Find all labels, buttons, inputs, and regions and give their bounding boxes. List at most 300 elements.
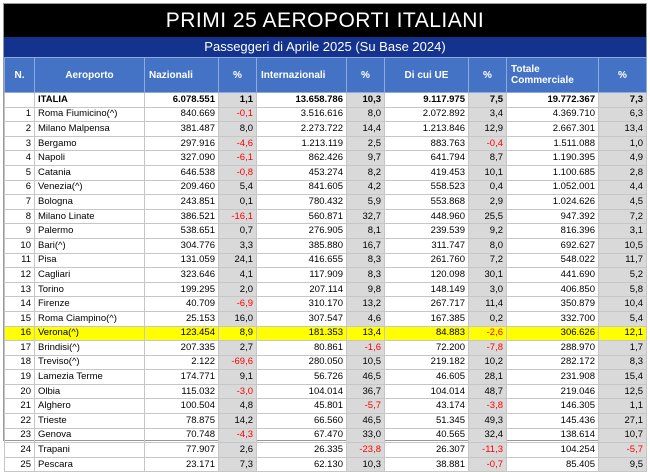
- total-pct-cell: 2,8: [599, 165, 647, 180]
- international-cell: 780.432: [257, 195, 347, 210]
- total-cell: 332.700: [507, 311, 599, 326]
- domestic-cell: 386.521: [145, 209, 219, 224]
- table-row: [5, 370, 647, 385]
- eu-pct-cell: 7,5: [469, 93, 507, 108]
- international-pct-cell: 4,2: [347, 180, 385, 195]
- domestic-cell: 115.032: [145, 384, 219, 399]
- domestic-cell: 78.875: [145, 414, 219, 429]
- international-cell: 280.050: [257, 355, 347, 370]
- domestic-pct-cell: 2,7: [219, 341, 257, 356]
- eu-pct-cell: 32,4: [469, 428, 507, 443]
- total-pct-cell: 10,5: [599, 238, 647, 253]
- domestic-pct-cell: 24,1: [219, 253, 257, 268]
- total-cell: 2.667.301: [507, 122, 599, 137]
- eu-pct-cell: -11,3: [469, 443, 507, 458]
- table-row: [5, 122, 647, 137]
- total-cell: 947.392: [507, 209, 599, 224]
- rank-cell: 25: [5, 457, 35, 472]
- rank-cell: 14: [5, 297, 35, 312]
- total-cell: 406.850: [507, 282, 599, 297]
- table-row: [5, 443, 647, 458]
- eu-cell: 167.385: [385, 311, 469, 326]
- domestic-cell: 23.171: [145, 457, 219, 472]
- domestic-cell: 207.335: [145, 341, 219, 356]
- airport-cell: Torino: [35, 282, 145, 297]
- domestic-pct-cell: 7,3: [219, 457, 257, 472]
- domestic-pct-cell: 5,4: [219, 180, 257, 195]
- domestic-pct-cell: 4,8: [219, 399, 257, 414]
- international-cell: 45.801: [257, 399, 347, 414]
- table-row: [5, 384, 647, 399]
- eu-pct-cell: 49,3: [469, 414, 507, 429]
- eu-pct-cell: -0,7: [469, 457, 507, 472]
- eu-cell: 448.960: [385, 209, 469, 224]
- table-row: [5, 238, 647, 253]
- total-pct-cell: 1,1: [599, 399, 647, 414]
- eu-cell: 51.345: [385, 414, 469, 429]
- total-cell: 1.100.685: [507, 165, 599, 180]
- eu-cell: 239.539: [385, 224, 469, 239]
- total-pct-cell: 5,2: [599, 268, 647, 283]
- total-cell: 1.190.395: [507, 151, 599, 166]
- eu-cell: 311.747: [385, 238, 469, 253]
- eu-pct-cell: 28,1: [469, 370, 507, 385]
- international-cell: 117.909: [257, 268, 347, 283]
- international-cell: 181.353: [257, 326, 347, 341]
- international-pct-cell: 36,7: [347, 384, 385, 399]
- airport-cell: ITALIA: [35, 93, 145, 108]
- international-pct-cell: 33,0: [347, 428, 385, 443]
- total-cell: 146.305: [507, 399, 599, 414]
- airport-cell: Bergamo: [35, 136, 145, 151]
- domestic-cell: 199.295: [145, 282, 219, 297]
- col-header-eu: Di cui UE: [385, 58, 469, 93]
- table-row: [5, 399, 647, 414]
- domestic-pct-cell: -6,1: [219, 151, 257, 166]
- total-pct-cell: 1,0: [599, 136, 647, 151]
- eu-cell: 26.307: [385, 443, 469, 458]
- rank-cell: 8: [5, 209, 35, 224]
- airport-cell: Catania: [35, 165, 145, 180]
- international-pct-cell: 13,2: [347, 297, 385, 312]
- international-cell: 2.273.722: [257, 122, 347, 137]
- international-pct-cell: 8,2: [347, 165, 385, 180]
- international-pct-cell: 32,7: [347, 209, 385, 224]
- domestic-cell: 646.538: [145, 165, 219, 180]
- international-pct-cell: 14,4: [347, 122, 385, 137]
- eu-pct-cell: 10,1: [469, 165, 507, 180]
- international-pct-cell: 8,1: [347, 224, 385, 239]
- col-header-airport: Aeroporto: [35, 58, 145, 93]
- eu-cell: 120.098: [385, 268, 469, 283]
- domestic-pct-cell: 14,2: [219, 414, 257, 429]
- col-header-domestic: Nazionali: [145, 58, 219, 93]
- domestic-pct-cell: 2,0: [219, 282, 257, 297]
- eu-cell: 72.200: [385, 341, 469, 356]
- eu-pct-cell: 3,4: [469, 107, 507, 122]
- domestic-cell: 70.748: [145, 428, 219, 443]
- table-row: [5, 151, 647, 166]
- airport-cell: Roma Fiumicino(^): [35, 107, 145, 122]
- total-row: [5, 93, 647, 108]
- domestic-pct-cell: 9,1: [219, 370, 257, 385]
- eu-pct-cell: 2,9: [469, 195, 507, 210]
- airport-cell: Cagliari: [35, 268, 145, 283]
- table-row: [5, 414, 647, 429]
- international-cell: 13.658.786: [257, 93, 347, 108]
- total-cell: 19.772.367: [507, 93, 599, 108]
- international-cell: 3.516.616: [257, 107, 347, 122]
- airport-cell: Olbia: [35, 384, 145, 399]
- airport-cell: Pescara: [35, 457, 145, 472]
- domestic-pct-cell: -4,3: [219, 428, 257, 443]
- airport-cell: Alghero: [35, 399, 145, 414]
- total-pct-cell: 4,4: [599, 180, 647, 195]
- international-pct-cell: -1,6: [347, 341, 385, 356]
- international-cell: 841.605: [257, 180, 347, 195]
- report-subtitle: Passeggeri di Aprile 2025 (Su Base 2024): [4, 37, 646, 57]
- domestic-pct-cell: 4,1: [219, 268, 257, 283]
- table-row: [5, 165, 647, 180]
- rank-cell: 17: [5, 341, 35, 356]
- eu-pct-cell: 0,2: [469, 311, 507, 326]
- airport-cell: Milano Malpensa: [35, 122, 145, 137]
- international-pct-cell: 4,6: [347, 311, 385, 326]
- domestic-pct-cell: 8,9: [219, 326, 257, 341]
- total-cell: 306.626: [507, 326, 599, 341]
- domestic-cell: 6.078.551: [145, 93, 219, 108]
- international-pct-cell: 8,3: [347, 253, 385, 268]
- total-cell: 104.254: [507, 443, 599, 458]
- table-row: [5, 107, 647, 122]
- rank-cell: 10: [5, 238, 35, 253]
- international-cell: 26.335: [257, 443, 347, 458]
- col-header-total-pct: %: [599, 58, 647, 93]
- eu-pct-cell: -0,4: [469, 136, 507, 151]
- total-cell: 548.022: [507, 253, 599, 268]
- report-frame: [3, 3, 647, 470]
- international-cell: 416.655: [257, 253, 347, 268]
- international-pct-cell: 10,5: [347, 355, 385, 370]
- domestic-cell: 131.059: [145, 253, 219, 268]
- international-pct-cell: 10,3: [347, 457, 385, 472]
- airport-cell: Trapani: [35, 443, 145, 458]
- total-pct-cell: 10,4: [599, 297, 647, 312]
- airport-cell: Bologna: [35, 195, 145, 210]
- eu-cell: 558.523: [385, 180, 469, 195]
- airport-cell: Lamezia Terme: [35, 370, 145, 385]
- airport-cell: Pisa: [35, 253, 145, 268]
- total-pct-cell: 12,5: [599, 384, 647, 399]
- total-pct-cell: 4,9: [599, 151, 647, 166]
- total-pct-cell: 27,1: [599, 414, 647, 429]
- international-cell: 276.905: [257, 224, 347, 239]
- rank-cell: 15: [5, 311, 35, 326]
- domestic-cell: 123.454: [145, 326, 219, 341]
- domestic-pct-cell: 0,7: [219, 224, 257, 239]
- international-cell: 307.547: [257, 311, 347, 326]
- airport-cell: Venezia(^): [35, 180, 145, 195]
- rank-cell: 16: [5, 326, 35, 341]
- domestic-pct-cell: -4,6: [219, 136, 257, 151]
- international-pct-cell: 10,3: [347, 93, 385, 108]
- domestic-cell: 174.771: [145, 370, 219, 385]
- eu-cell: 419.453: [385, 165, 469, 180]
- domestic-pct-cell: 1,1: [219, 93, 257, 108]
- international-pct-cell: -23,8: [347, 443, 385, 458]
- eu-pct-cell: 8,7: [469, 151, 507, 166]
- international-pct-cell: 46,5: [347, 370, 385, 385]
- total-cell: 219.046: [507, 384, 599, 399]
- domestic-cell: 100.504: [145, 399, 219, 414]
- total-pct-cell: -5,7: [599, 443, 647, 458]
- domestic-pct-cell: -16,1: [219, 209, 257, 224]
- airports-table: [4, 57, 647, 472]
- domestic-pct-cell: 2,6: [219, 443, 257, 458]
- total-cell: 692.627: [507, 238, 599, 253]
- total-pct-cell: 13,4: [599, 122, 647, 137]
- table-header-row: [5, 58, 647, 93]
- total-pct-cell: 7,3: [599, 93, 647, 108]
- total-cell: 288.970: [507, 341, 599, 356]
- rank-cell: 9: [5, 224, 35, 239]
- international-pct-cell: 9,7: [347, 151, 385, 166]
- table-row: [5, 326, 647, 341]
- eu-cell: 553.868: [385, 195, 469, 210]
- table-row: [5, 268, 647, 283]
- domestic-cell: 243.851: [145, 195, 219, 210]
- international-cell: 80.861: [257, 341, 347, 356]
- domestic-cell: 840.669: [145, 107, 219, 122]
- table-row: [5, 341, 647, 356]
- rank-cell: 22: [5, 414, 35, 429]
- table-row: [5, 195, 647, 210]
- total-pct-cell: 3,1: [599, 224, 647, 239]
- eu-pct-cell: 3,0: [469, 282, 507, 297]
- international-cell: 453.274: [257, 165, 347, 180]
- domestic-cell: 2.122: [145, 355, 219, 370]
- eu-pct-cell: 10,2: [469, 355, 507, 370]
- table-row: [5, 282, 647, 297]
- domestic-pct-cell: -0,8: [219, 165, 257, 180]
- total-pct-cell: 6,3: [599, 107, 647, 122]
- international-pct-cell: 8,3: [347, 268, 385, 283]
- eu-pct-cell: -3,8: [469, 399, 507, 414]
- domestic-cell: 25.153: [145, 311, 219, 326]
- eu-cell: 1.213.846: [385, 122, 469, 137]
- airport-cell: Milano Linate: [35, 209, 145, 224]
- eu-pct-cell: 9,2: [469, 224, 507, 239]
- domestic-pct-cell: 0,1: [219, 195, 257, 210]
- table-row: [5, 253, 647, 268]
- rank-cell: 23: [5, 428, 35, 443]
- eu-cell: 9.117.975: [385, 93, 469, 108]
- total-pct-cell: 12,1: [599, 326, 647, 341]
- international-pct-cell: 8,0: [347, 107, 385, 122]
- table-body: [5, 93, 647, 472]
- international-cell: 1.213.119: [257, 136, 347, 151]
- total-cell: 4.369.710: [507, 107, 599, 122]
- domestic-pct-cell: 8,0: [219, 122, 257, 137]
- eu-cell: 641.794: [385, 151, 469, 166]
- col-header-domestic-pct: %: [219, 58, 257, 93]
- rank-cell: [5, 93, 35, 108]
- col-header-international-pct: %: [347, 58, 385, 93]
- eu-pct-cell: -7,8: [469, 341, 507, 356]
- international-pct-cell: -5,7: [347, 399, 385, 414]
- international-cell: 62.130: [257, 457, 347, 472]
- domestic-pct-cell: 16,0: [219, 311, 257, 326]
- rank-cell: 20: [5, 384, 35, 399]
- international-cell: 67.470: [257, 428, 347, 443]
- eu-cell: 261.760: [385, 253, 469, 268]
- table-row: [5, 224, 647, 239]
- domestic-pct-cell: -69,6: [219, 355, 257, 370]
- domestic-cell: 297.916: [145, 136, 219, 151]
- table-row: [5, 428, 647, 443]
- airport-cell: Palermo: [35, 224, 145, 239]
- domestic-cell: 381.487: [145, 122, 219, 137]
- total-pct-cell: 15,4: [599, 370, 647, 385]
- rank-cell: 2: [5, 122, 35, 137]
- total-pct-cell: 7,2: [599, 209, 647, 224]
- international-pct-cell: 16,7: [347, 238, 385, 253]
- eu-cell: 46.605: [385, 370, 469, 385]
- eu-cell: 43.174: [385, 399, 469, 414]
- rank-cell: 6: [5, 180, 35, 195]
- eu-cell: 104.014: [385, 384, 469, 399]
- eu-cell: 267.717: [385, 297, 469, 312]
- domestic-cell: 77.907: [145, 443, 219, 458]
- rank-cell: 18: [5, 355, 35, 370]
- eu-pct-cell: 8,0: [469, 238, 507, 253]
- domestic-cell: 304.776: [145, 238, 219, 253]
- international-cell: 862.426: [257, 151, 347, 166]
- col-header-eu-pct: %: [469, 58, 507, 93]
- domestic-pct-cell: -6,9: [219, 297, 257, 312]
- eu-cell: 2.072.892: [385, 107, 469, 122]
- total-cell: 1.024.626: [507, 195, 599, 210]
- airport-cell: Verona(^): [35, 326, 145, 341]
- rank-cell: 24: [5, 443, 35, 458]
- eu-cell: 883.763: [385, 136, 469, 151]
- total-cell: 350.879: [507, 297, 599, 312]
- table-row: [5, 297, 647, 312]
- rank-cell: 13: [5, 282, 35, 297]
- total-pct-cell: 9,5: [599, 457, 647, 472]
- table-row: [5, 355, 647, 370]
- eu-pct-cell: 30,1: [469, 268, 507, 283]
- total-pct-cell: 10,7: [599, 428, 647, 443]
- international-pct-cell: 5,9: [347, 195, 385, 210]
- rank-cell: 21: [5, 399, 35, 414]
- col-header-rank: N.: [5, 58, 35, 93]
- col-header-international: Internazionali: [257, 58, 347, 93]
- domestic-cell: 40.709: [145, 297, 219, 312]
- eu-cell: 40.565: [385, 428, 469, 443]
- domestic-cell: 327.090: [145, 151, 219, 166]
- total-pct-cell: 11,7: [599, 253, 647, 268]
- international-cell: 56.726: [257, 370, 347, 385]
- international-cell: 207.114: [257, 282, 347, 297]
- eu-pct-cell: 7,2: [469, 253, 507, 268]
- domestic-cell: 323.646: [145, 268, 219, 283]
- total-cell: 816.396: [507, 224, 599, 239]
- domestic-pct-cell: -3,0: [219, 384, 257, 399]
- total-cell: 1.511.088: [507, 136, 599, 151]
- airport-cell: Roma Ciampino(^): [35, 311, 145, 326]
- airport-cell: Genova: [35, 428, 145, 443]
- airport-cell: Bari(^): [35, 238, 145, 253]
- domestic-cell: 209.460: [145, 180, 219, 195]
- total-cell: 441.690: [507, 268, 599, 283]
- eu-pct-cell: 12,9: [469, 122, 507, 137]
- eu-cell: 84.883: [385, 326, 469, 341]
- table-row: [5, 180, 647, 195]
- airport-cell: Treviso(^): [35, 355, 145, 370]
- rank-cell: 7: [5, 195, 35, 210]
- table-row: [5, 457, 647, 472]
- airport-cell: Trieste: [35, 414, 145, 429]
- total-pct-cell: 1,7: [599, 341, 647, 356]
- rank-cell: 11: [5, 253, 35, 268]
- eu-cell: 219.182: [385, 355, 469, 370]
- international-cell: 310.170: [257, 297, 347, 312]
- domestic-pct-cell: 3,3: [219, 238, 257, 253]
- airport-cell: Napoli: [35, 151, 145, 166]
- airport-cell: Brindisi(^): [35, 341, 145, 356]
- table-row: [5, 136, 647, 151]
- eu-pct-cell: 48,7: [469, 384, 507, 399]
- rank-cell: 1: [5, 107, 35, 122]
- rank-cell: 19: [5, 370, 35, 385]
- total-cell: 231.908: [507, 370, 599, 385]
- domestic-pct-cell: -0,1: [219, 107, 257, 122]
- international-cell: 385.880: [257, 238, 347, 253]
- total-cell: 138.614: [507, 428, 599, 443]
- total-cell: 85.405: [507, 457, 599, 472]
- eu-pct-cell: 0,4: [469, 180, 507, 195]
- international-pct-cell: 2,5: [347, 136, 385, 151]
- table-row: [5, 311, 647, 326]
- eu-pct-cell: 25,5: [469, 209, 507, 224]
- total-pct-cell: 5,8: [599, 282, 647, 297]
- rank-cell: 12: [5, 268, 35, 283]
- report-title: PRIMI 25 AEROPORTI ITALIANI: [4, 4, 646, 37]
- airport-cell: Firenze: [35, 297, 145, 312]
- total-pct-cell: 4,5: [599, 195, 647, 210]
- rank-cell: 5: [5, 165, 35, 180]
- total-cell: 282.172: [507, 355, 599, 370]
- total-cell: 145.436: [507, 414, 599, 429]
- total-cell: 1.052.001: [507, 180, 599, 195]
- international-cell: 560.871: [257, 209, 347, 224]
- total-pct-cell: 5,4: [599, 311, 647, 326]
- international-pct-cell: 9,8: [347, 282, 385, 297]
- international-cell: 66.560: [257, 414, 347, 429]
- international-pct-cell: 13,4: [347, 326, 385, 341]
- international-cell: 104.014: [257, 384, 347, 399]
- domestic-cell: 538.651: [145, 224, 219, 239]
- eu-cell: 38.881: [385, 457, 469, 472]
- rank-cell: 3: [5, 136, 35, 151]
- eu-cell: 148.149: [385, 282, 469, 297]
- international-pct-cell: 46,5: [347, 414, 385, 429]
- eu-pct-cell: -2,6: [469, 326, 507, 341]
- rank-cell: 4: [5, 151, 35, 166]
- table-row: [5, 209, 647, 224]
- total-pct-cell: 8,3: [599, 355, 647, 370]
